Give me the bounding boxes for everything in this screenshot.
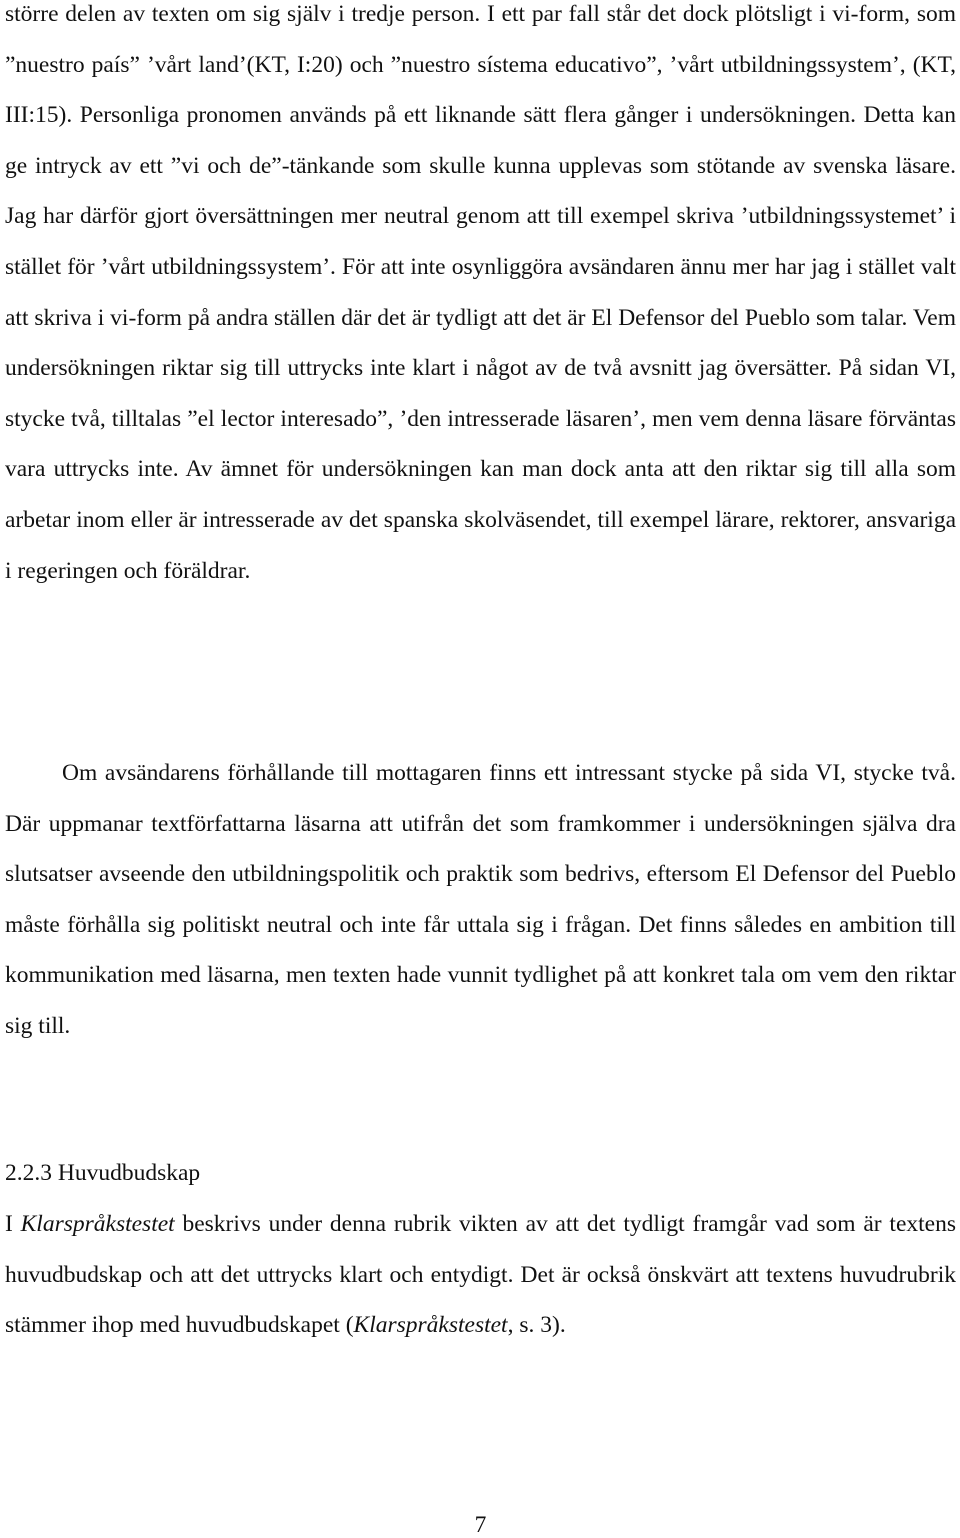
cited-title: Klarspråkstestet <box>20 1211 175 1237</box>
body-paragraph: större delen av texten om sig själv i tredje person. I ett par fall står det dock plötsligt i vi-form, som ”nuestro país” ’vårt land’(KT, I:20) och ”nuestro sístema educativo”, ’vårt utbildningssystem’, (KT, III:15). Personliga pronomen används på ett liknande sätt flera gånger i undersökningen. Detta kan ge intryck av ett ”vi och de”-tänkande som skulle kunna upplevas som stötande av svenska läsare. Jag har därför gjort översättningen mer neutral genom att till exempel skriva ’utbildningssystemet’ i stället för ’vårt utbildningssystem’. För att inte osynliggöra avsändaren ännu mer har jag i stället valt att skriva i vi-form på andra ställen där det är tydligt att det är El Defensor del Pueblo som talar. Vem undersökningen riktar sig till uttrycks inte klart i något av de två avsnitt jag översätter. På sidan VI, stycke två, tilltalas ”el lector interesado”, ’den intresserade läsaren’, men vem denna läsare förväntas vara uttrycks inte. Av ämnet för undersökningen kan man dock anta att den riktar sig till alla som arbetar inom eller är intresserade av det spanska skolväsendet, till exempel lärare, rektorer, ansvariga i regeringen och föräldrar. <box>5 1 956 584</box>
page-number: 7 <box>474 1512 487 1538</box>
body-paragraph-indented: Om avsändarens förhållande till mottagaren finns ett intressant stycke på sida VI, stycke två. Där uppmanar textförfattarna läsarna att utifrån det som framkommer i undersökningen själva dra slutsatser avseende den utbildningspolitik och praktik som bedrivs, eftersom El Defensor del Pueblo måste förhålla sig politiskt neutral och inte får uttala sig i frågan. Det finns således en ambition till kommunikation med läsarna, men texten hade vunnit tydlighet på att konkret tala om vem den riktar sig till. <box>5 760 956 1039</box>
document-page <box>5 0 956 1537</box>
body-paragraph <box>5 1199 956 1351</box>
paragraph-text: beskrivs under denna rubrik vikten av att det tydligt framgår vad som är textens huvudbudskap och att det uttrycks klart och entydigt. Det är också önskvärt att textens huvudrubrik stämmer ihop med huvudbudskapet ( <box>5 1211 956 1339</box>
paragraph-text: I <box>5 1211 21 1237</box>
paragraph-text: , s. 3). <box>507 1312 566 1339</box>
section-heading: 2.2.3 Huvudbudskap <box>5 1160 201 1186</box>
cited-title: Klarspråkstestet <box>353 1312 508 1339</box>
